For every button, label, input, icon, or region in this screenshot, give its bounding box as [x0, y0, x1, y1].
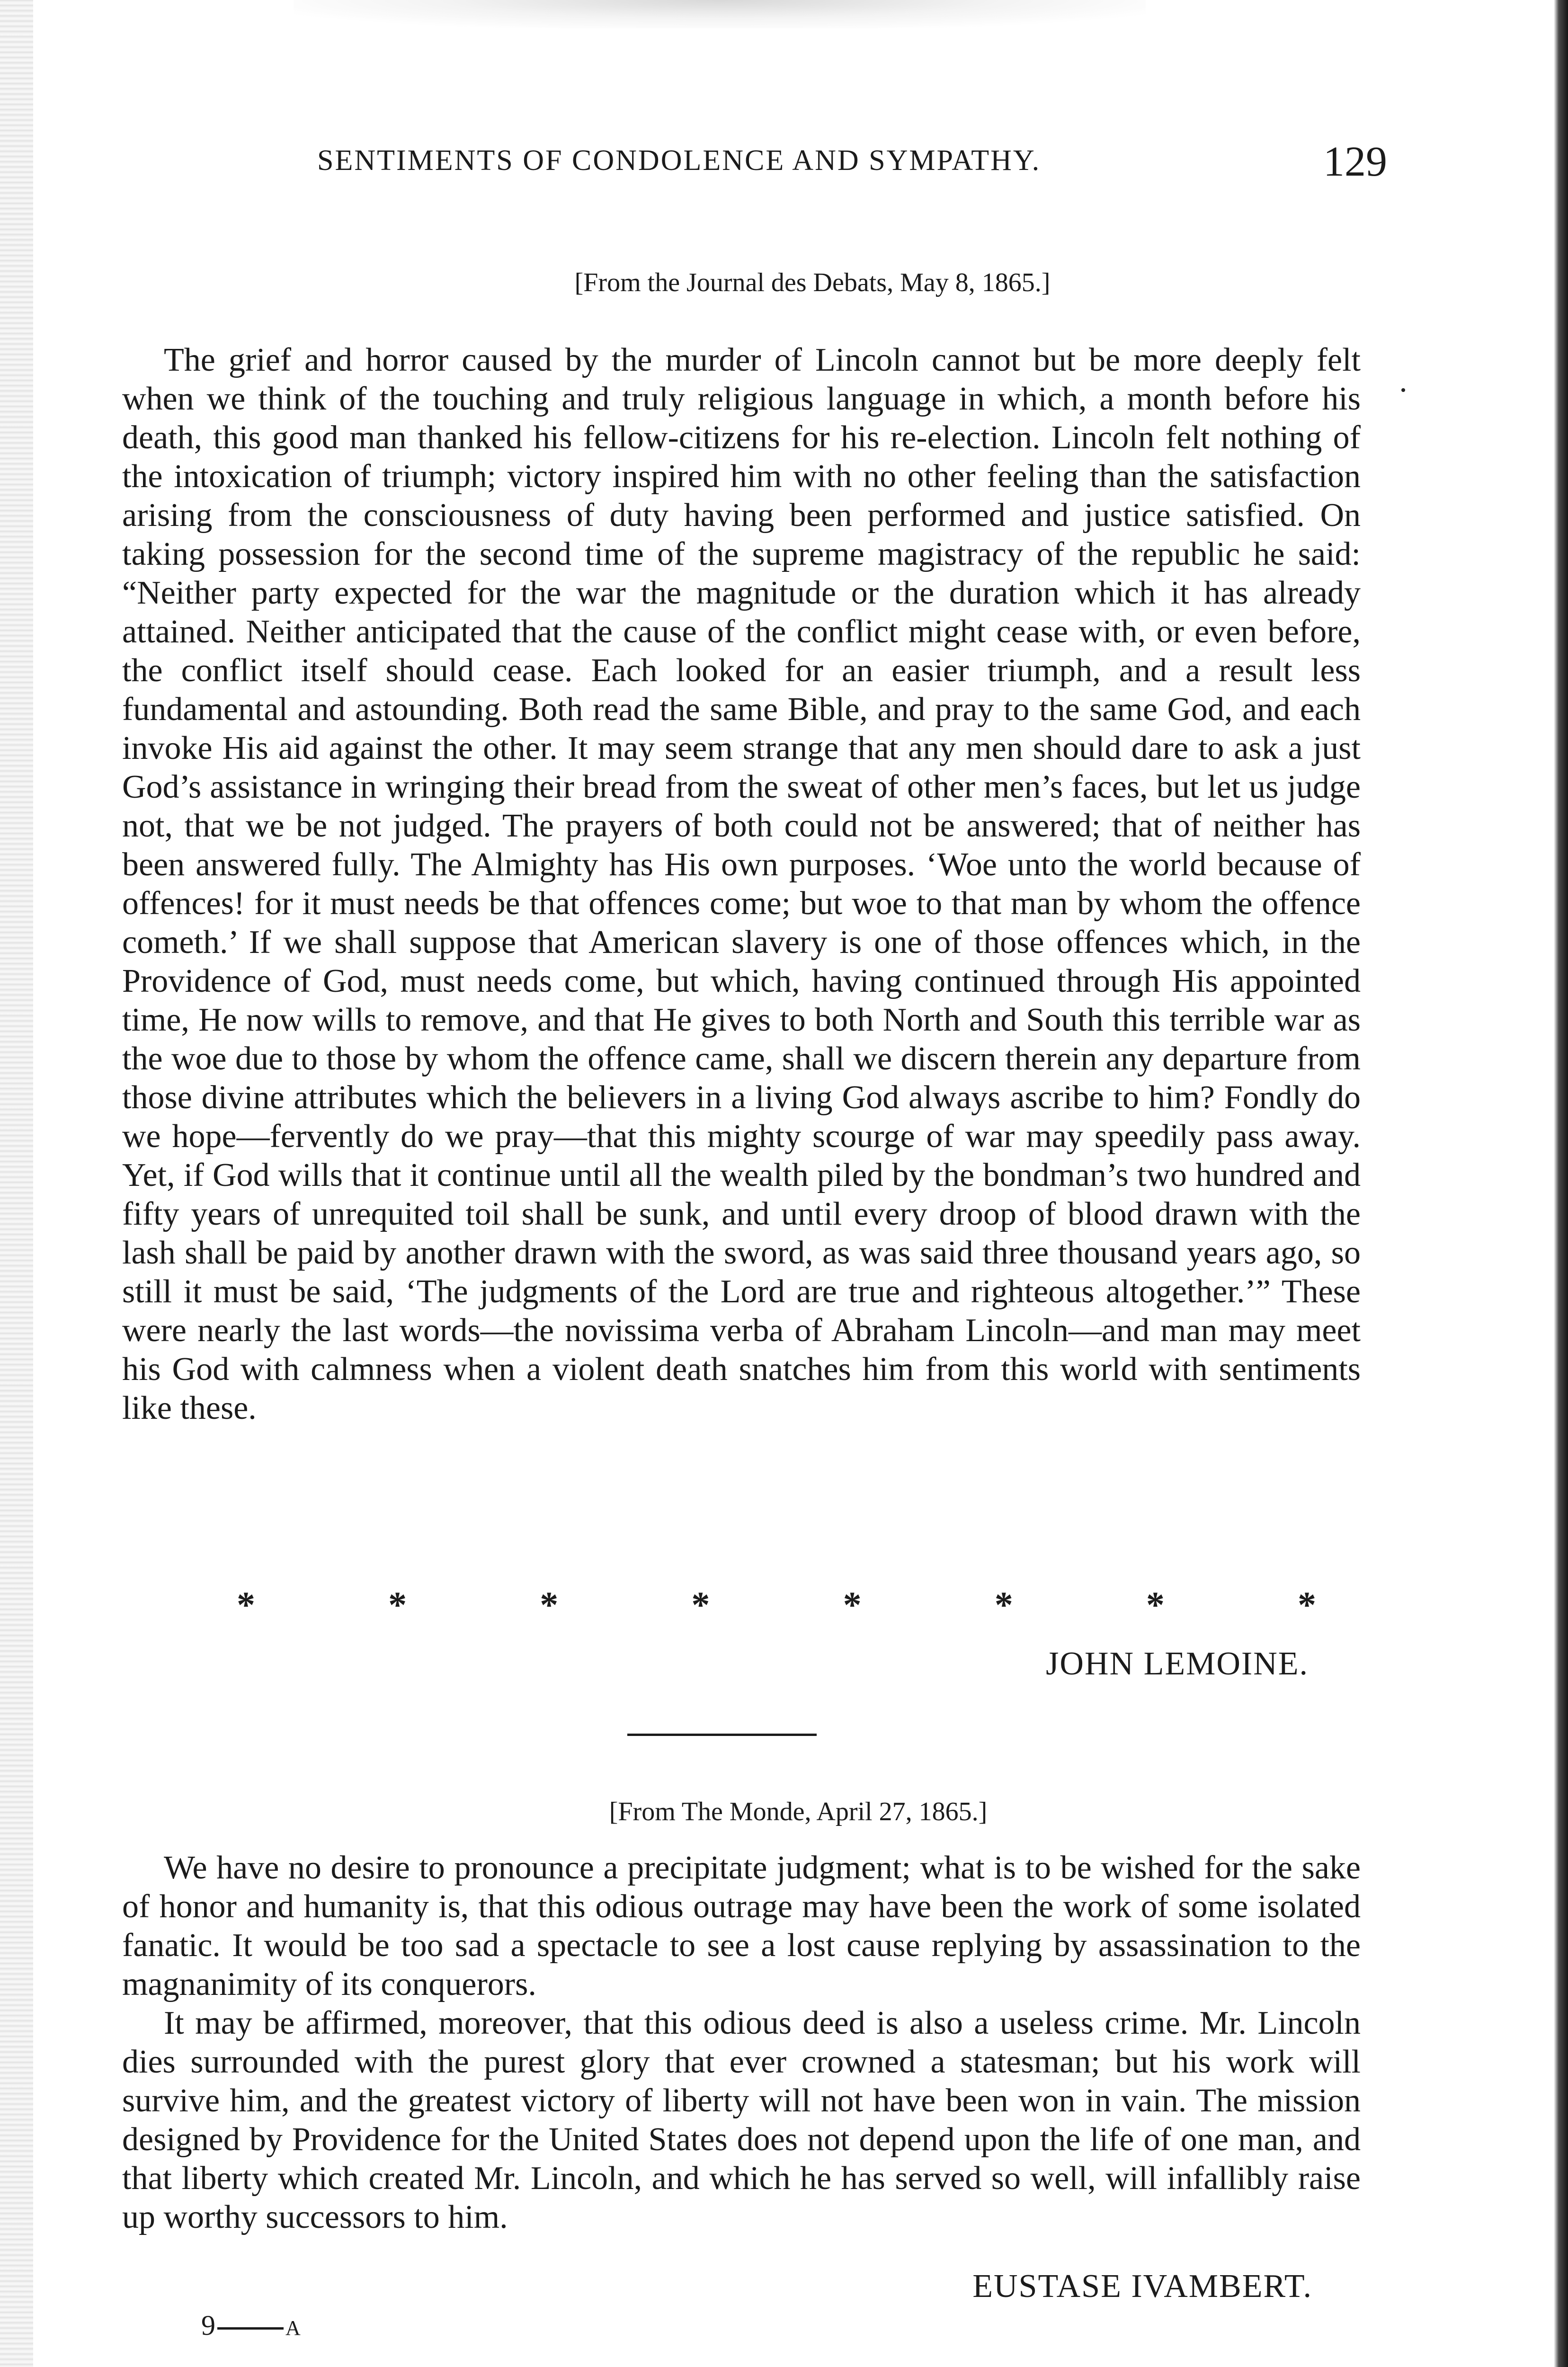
printer-signature-mark [201, 2309, 301, 2342]
article-paragraph: The grief and horror caused by the murder of Lincoln cannot but be more deeply felt when we think of the touching and truly religious language in which, a month before his death, this good man thanked his fellow-citizens for his re-election. Lincoln felt nothing of the intoxication of triumph; victory inspired him with no other feeling than the satisfaction arising from the consciousness of duty having been performed and justice satisfied. On taking possession for the second time of the supreme magistracy of the republic he said: “Neither party expected for the war the magnitude or the duration which it has already attained. Neither anticipated that the cause of the conflict might cease with, or even before, the conflict itself should cease. Each looked for an easier triumph, and a result less fundamental and astounding. Both read the same Bible, and pray to the same God, and each invoke His aid against the other. It may seem strange that any men should dare to ask a just God’s assistance in wringing their bread from the sweat of other men’s faces, but let us judge not, that we be not judged. The prayers of both could not be answered; that of neither has been answered fully. The Almighty has His own purposes. ‘Woe unto the world because of offences! for it must needs be that offences come; but woe to that man by whom the offence cometh.’ If we shall suppose that American slavery is one of those offences which, in the Providence of God, must needs come, but which, having continued through His appointed time, He now wills to remove, and that He gives to both North and South this terrible war as the woe due to those by whom the offence came, shall we discern therein any departure from those divine attributes which the believers in a living God always ascribe to him? Fondly do we hope—fervently do we pray—that this mighty scourge of war may speedily pass away. Yet, if God wills that it continue until all the wealth piled by the bondman’s two hundred and fifty years of unrequited toil shall be sunk, and until every droop of blood drawn with the lash shall be paid by another drawn with the sword, as was said three thousand years ago, so still it must be said, ‘The judgments of the Lord are true and righteous altogether.’” These were nearly the last words—the novissima verba of Abraham Lincoln—and man may meet his God with calmness when a violent death snatches him from this world with sentiments like these. [122, 342, 1361, 1426]
asterisk: * [843, 1584, 862, 1625]
article-journal-des-debats [122, 341, 1361, 1428]
article-source-journal-des-debats: [From the Journal des Debats, May 8, 1865.] [574, 268, 1051, 297]
signature-number: 9 [201, 2310, 215, 2341]
section-divider-rule [627, 1734, 817, 1736]
asterisk-divider [237, 1584, 1316, 1626]
asterisk: * [388, 1584, 407, 1625]
article-source-the-monde: [From The Monde, April 27, 1865.] [609, 1797, 988, 1826]
signature-letter: A [285, 2316, 301, 2340]
article-paragraph: It may be affirmed, moreover, that this odious deed is also a useless crime. Mr. Lincoln dies surrounded with the purest glory that ever crowned a statesman; but his work will survive him, and the greatest victory of liberty will not have been won in vain. The mission designed by Providence for the United States does not depend upon the life of one man, and that liberty which created Mr. Lincoln, and which he has served so well, will infallibly raise up worthy successors to him. [122, 2005, 1361, 2235]
asterisk: * [994, 1584, 1013, 1625]
signature-dash [217, 2327, 284, 2330]
article-paragraph: We have no desire to pronounce a precipitate judgment; what is to be wished for the sake of honor and humanity is, that this odious outrage may have been the work of some isolated fanatic. It would be too sad a spectacle to see a lost cause replying by assassination to the magnanimity of its conquerors. [122, 1850, 1361, 2002]
page-gutter-shadow [0, 0, 33, 2367]
article-the-monde [122, 1849, 1361, 2237]
running-head [317, 137, 1387, 199]
asterisk: * [1146, 1584, 1165, 1625]
page-right-edge [1554, 0, 1568, 2367]
signature-eustase-ivambert: EUSTASE IVAMBERT. [972, 2268, 1312, 2305]
page-top-bleed [294, 0, 1146, 28]
print-speck [1401, 388, 1405, 392]
asterisk: * [237, 1584, 255, 1625]
asterisk: * [540, 1584, 559, 1625]
signature-john-lemoine: JOHN LEMOINE. [1046, 1646, 1309, 1682]
page-number: 129 [1323, 138, 1387, 185]
running-title: SENTIMENTS OF CONDOLENCE AND SYMPATHY. [317, 144, 1041, 177]
asterisk: * [1297, 1584, 1316, 1625]
asterisk: * [691, 1584, 710, 1625]
